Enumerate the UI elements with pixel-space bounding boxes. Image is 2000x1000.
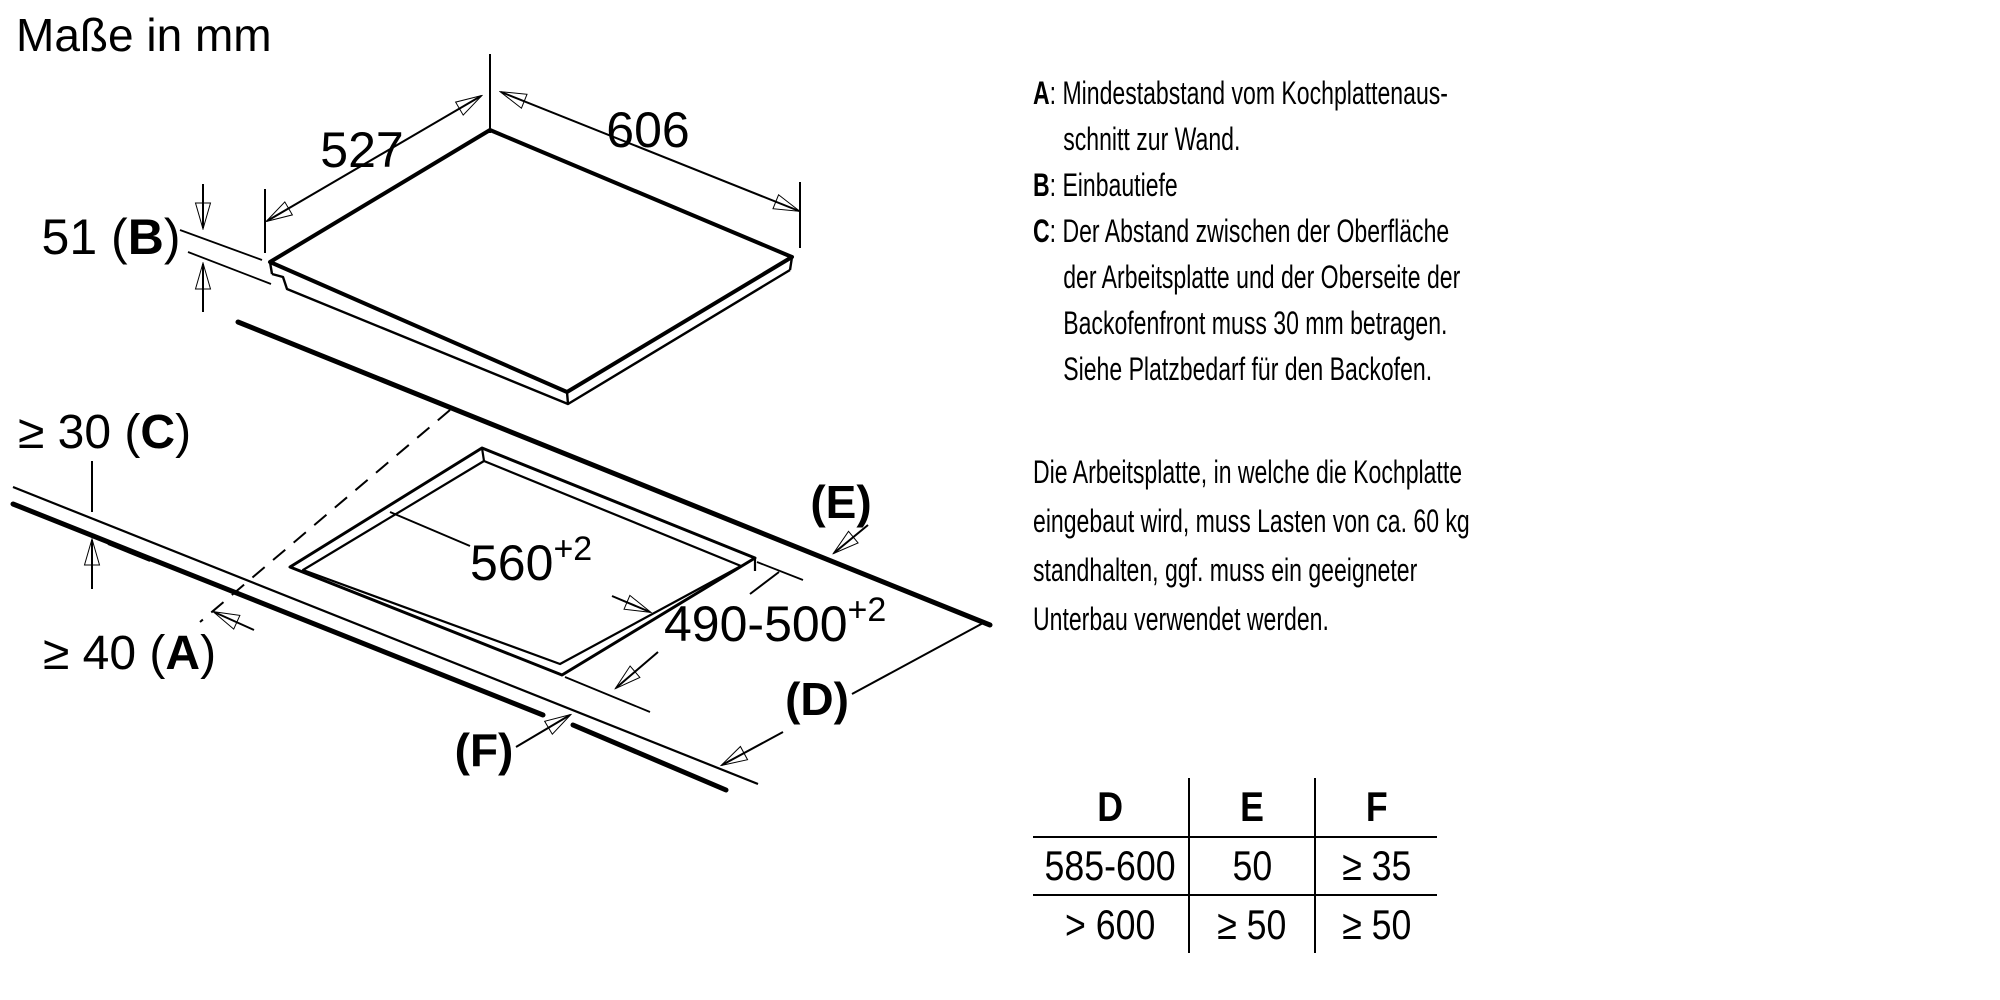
cooktop-drawing: [42, 54, 800, 404]
table-cell: 585-600: [1033, 837, 1189, 895]
dim-D-label: (D): [785, 673, 849, 725]
dim-606-label: 606: [606, 102, 690, 158]
cooktop-corner-steps: [270, 257, 792, 404]
legend-line: B: Einbautiefe: [1033, 167, 1178, 203]
worktop-back-edge: [238, 322, 990, 625]
legend-line: C: Der Abstand zwischen der Oberfläche: [1033, 213, 1450, 249]
table-cell: 50: [1189, 837, 1315, 895]
legend-line: der Arbeitsplatte und der Oberseite der: [1063, 259, 1461, 295]
dim-F-arrow: [516, 715, 570, 747]
table-row: [1033, 837, 1437, 895]
dim-51B-extension-lines: [180, 230, 271, 284]
worktop-load-note: [1033, 448, 1508, 644]
legend-line: Siehe Platzbedarf für den Backofen.: [1063, 351, 1433, 387]
legend-line: A: Mindestabstand vom Kochplattenaus-: [1033, 75, 1448, 111]
note-line: Unterbau verwendet werden.: [1033, 601, 1329, 637]
table-header-row: [1033, 778, 1437, 837]
dim-A-arrows: [108, 544, 254, 630]
table-cell: ≥ 50: [1341, 900, 1412, 948]
cooktop-body-edge: [272, 270, 790, 404]
dim-C-label: ≥ 30 (C): [18, 406, 192, 459]
table-header-E: E: [1189, 778, 1315, 837]
dim-560-label: $560^{+2}$: [470, 530, 593, 591]
table-row: [1033, 895, 1437, 953]
page-title: Maße in mm: [16, 9, 272, 61]
dim-F-label: (F): [454, 724, 514, 776]
dim-E-arrow: [834, 525, 868, 553]
legend-line: schnitt zur Wand.: [1063, 121, 1241, 157]
dim-490-label: $490-500^{+2}$: [664, 591, 887, 652]
dim-527-label: 527: [320, 122, 404, 178]
legend-line: Backofenfront muss 30 mm betragen.: [1063, 305, 1448, 341]
table-header-D: D: [1033, 778, 1189, 837]
table-header-F: F: [1315, 778, 1437, 837]
dim-A-label: ≥ 40 (A): [43, 627, 217, 680]
dim-51B-label: 51 (B): [41, 209, 181, 265]
legend: [1033, 70, 1494, 392]
dim-E-label: (E): [810, 476, 872, 528]
clearance-table: [1033, 778, 1437, 953]
note-line: standhalten, ggf. muss ein geeigneter: [1033, 552, 1418, 588]
note-line: Die Arbeitsplatte, in welche die Kochplatte: [1033, 454, 1463, 490]
note-line: eingebaut wird, muss Lasten von ca. 60 kg: [1033, 503, 1470, 539]
table-cell: ≥ 35: [1315, 837, 1437, 895]
projection-dashed-line: [200, 410, 450, 622]
table-cell: > 600: [1033, 895, 1189, 953]
table-cell: ≥ 50: [1189, 895, 1315, 953]
worktop-drawing: [13, 322, 990, 790]
